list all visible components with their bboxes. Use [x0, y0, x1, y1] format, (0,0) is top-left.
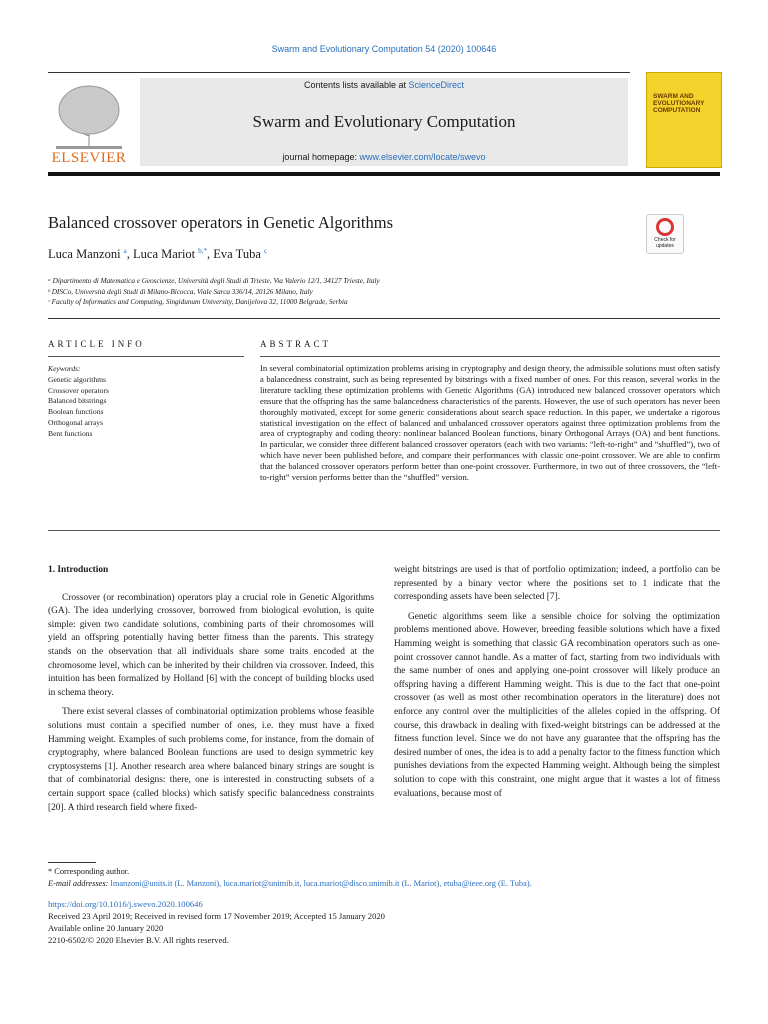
available-online: Available online 20 January 2020 [48, 923, 164, 933]
affiliations [48, 276, 380, 308]
body-left-column [48, 564, 374, 821]
email-addresses[interactable]: lmanzoni@units.it (L. Manzoni), luca.mariot@unimib.it, luca.mariot@disco.unimib.it (L. Mariot), etuba@ieee.org (E. Tuba). [110, 879, 532, 888]
body-paragraph: There exist several classes of combinatorial optimization problems whose feasible solutions must contain a specified number of ones, i.e. they must have a fixed Hamming weight. Examples of such problems come, for instance, from the domain of cryptography, where balanced Boolean functions are used to design symmetric key cryptosystems [1]. Another research area where balanced binary strings are sought is that of combinatorial designs: there, one is interested in constructing subsets of a certain support space (called blocks) which satisfy specific balancedness constraints [20]. A third research field where fixed- [48, 707, 374, 813]
keyword-item: Boolean functions [48, 407, 104, 417]
journal-title: Swarm and Evolutionary Computation [252, 112, 516, 131]
keyword-item: Orthogonal arrays [48, 417, 104, 427]
author-affiliation-mark[interactable]: c [264, 247, 268, 255]
abstract-bottom-rule [48, 530, 720, 531]
keyword-item: Bent functions [48, 428, 93, 438]
section-heading: 1. Introduction [48, 565, 109, 575]
footnote-rule [48, 862, 96, 863]
affiliation-item: ᵃ Dipartimento di Matematica e Geoscienze, Università degli Studi di Trieste, Via Valerio 12/1, 34127 Trieste, Italy [48, 277, 380, 285]
body-paragraph: Crossover (or recombination) operators play a crucial role in Genetic Algorithms (GA). The idea underlying crossover, borrowed from biological evolution, is quite simple: given two candidate solutions, combining parts of their chromosomes will yield an offspring potentially having better fitness than the parents. This strategy stands on the observation that all individuals share some traits encoded at the chromosome level, which can be inherited by their children via crossover. Indeed, this intuition has been formalized by Holland [6] with the concept of building blocks used in schema theory. [48, 592, 374, 698]
header-top-rule [48, 72, 630, 73]
affiliation-item: ᶜ Faculty of Informatics and Computing, Singidunum University, Danijelova 32, 11000 Belgrade, Serbia [48, 298, 348, 306]
author-affiliation-mark[interactable]: b,* [198, 247, 208, 255]
contents-prefix: Contents lists available at [303, 80, 409, 90]
keyword-item: Genetic algorithms [48, 374, 106, 384]
body-right-column [394, 564, 720, 807]
footnote [48, 866, 532, 890]
email-label: E-mail addresses: [48, 879, 109, 888]
author-list: Luca Manzoni $^a$, Luca Mariot $^{b,*}$, Eva Tuba $^c$ [48, 247, 268, 262]
keywords-list [48, 364, 109, 440]
publisher-wordmark: ELSEVIER [51, 150, 127, 166]
keyword-item: Balanced bitstrings [48, 396, 107, 406]
email-line [48, 878, 532, 890]
abstract-rule [260, 356, 720, 357]
contents-line [140, 80, 628, 90]
doi-link[interactable]: https://doi.org/10.1016/j.swevo.2020.100646 [48, 899, 203, 909]
body-paragraph: Genetic algorithms seem like a sensible choice for solving the optimization problems mentioned above. However, breeding feasible solutions which have a fixed Hamming weight is something that classic GA recombination operators such as one-point crossover cannot handle. As a matter of fact, starting from two individuals with the same number of ones and applying one-point crossover will likely produce an offspring having a different Hamming weight. This is due to the fact that one-point crossover (as well as most other recombination operators in the literature) does not enforce any control over the multiplicities of the alleles copied in the offspring. Of course, this drawback in dealing with fixed-weight bitstrings can be addressed at the fitness function level. Since we do not have any guarantee that the offspring has the desired number of ones, the idea is to add a penalty factor to the fitness function which punishes deviations from the expected Hamming weight. Although being the simplest solution to cope with this constraint, one might argue that it wastes a lot of fitness evaluations, because most of [394, 611, 720, 799]
copyright: 2210-6502/© 2020 Elsevier B.V. All rights reserved. [48, 935, 229, 945]
section-divider [48, 318, 720, 319]
body-paragraph: weight bitstrings are used is that of portfolio optimization; indeed, a portfolio can be represented by a binary vector where the positions set to 1 indicate that the corresponding assets have been selected [7]. [394, 565, 720, 603]
affiliation-item: ᵇ DISCo, Università degli Studi di Milano-Bicocca, Viale Sarca 336/14, 20126 Milano, Italy [48, 287, 313, 296]
check-for-updates-button[interactable] [646, 214, 684, 254]
homepage-prefix: journal homepage: [282, 152, 360, 162]
header-bottom-rule [48, 172, 720, 176]
keyword-item: Crossover operators [48, 385, 109, 395]
abstract-text: In several combinatorial optimization problems arising in cryptography and design theory, the admissible solutions must often satisfy a balancedness constraint, such as being represented by bitstrings with a fixed number of ones. For this reason, several works in the literature tackling these optimization problems with Genetic Algorithms (GA) introduced new balanced crossover operators which ensure that the offspring has the same balancedness characteristics of the parents. However, the use of such operators has never been thoroughly motivated, except for some generic considerations about search space reduction. In this paper, we undertake a rigorous statistical investigation on the effect of balanced and unbalanced crossover operators against three optimization problems from the area of cryptography and coding theory: nonlinear balanced Boolean functions, binary Orthogonal Arrays (OA) and bent functions. In particular, we consider three different balanced crossover operators (each with two variants: “left-to-right” and “shuffled”), two of which have never been published before, and compare their performances with classic one-point crossover. We are able to confirm that the balanced crossover operators perform better than one-point crossover. Furthermore, in two out of three crossovers, the “left-to-right” version performs better than the “shuffled” version. [260, 363, 720, 483]
check-updates-icon [656, 218, 674, 236]
author-name[interactable]: Luca Manzoni [48, 247, 121, 262]
article-history [48, 898, 385, 946]
journal-citation-link[interactable]: Swarm and Evolutionary Computation 54 (2020) 100646 [271, 44, 497, 54]
sciencedirect-link[interactable]: ScienceDirect [408, 80, 465, 90]
abstract-heading: ABSTRACT [260, 339, 332, 349]
article-title: Balanced crossover operators in Genetic Algorithms [48, 213, 394, 232]
article-info-heading: ARTICLE INFO [48, 339, 145, 349]
keywords-label: Keywords: [48, 364, 81, 373]
corresponding-author-note: * Corresponding author. [48, 867, 130, 876]
author-name[interactable]: Eva Tuba [213, 247, 261, 262]
author-name[interactable]: Luca Mariot [133, 247, 196, 262]
received-dates: Received 23 April 2019; Received in revised form 17 November 2019; Accepted 15 January 2020 [48, 911, 385, 921]
journal-homepage-link[interactable]: www.elsevier.com/locate/swevo [359, 152, 486, 162]
cover-title: SWARM AND EVOLUTIONARY COMPUTATION [653, 93, 705, 114]
author-affiliation-mark[interactable]: a [123, 247, 127, 255]
homepage-line [140, 152, 628, 162]
check-updates-label: Check for updates [654, 237, 676, 249]
journal-cover-thumbnail [646, 72, 722, 168]
article-info-rule [48, 356, 244, 357]
